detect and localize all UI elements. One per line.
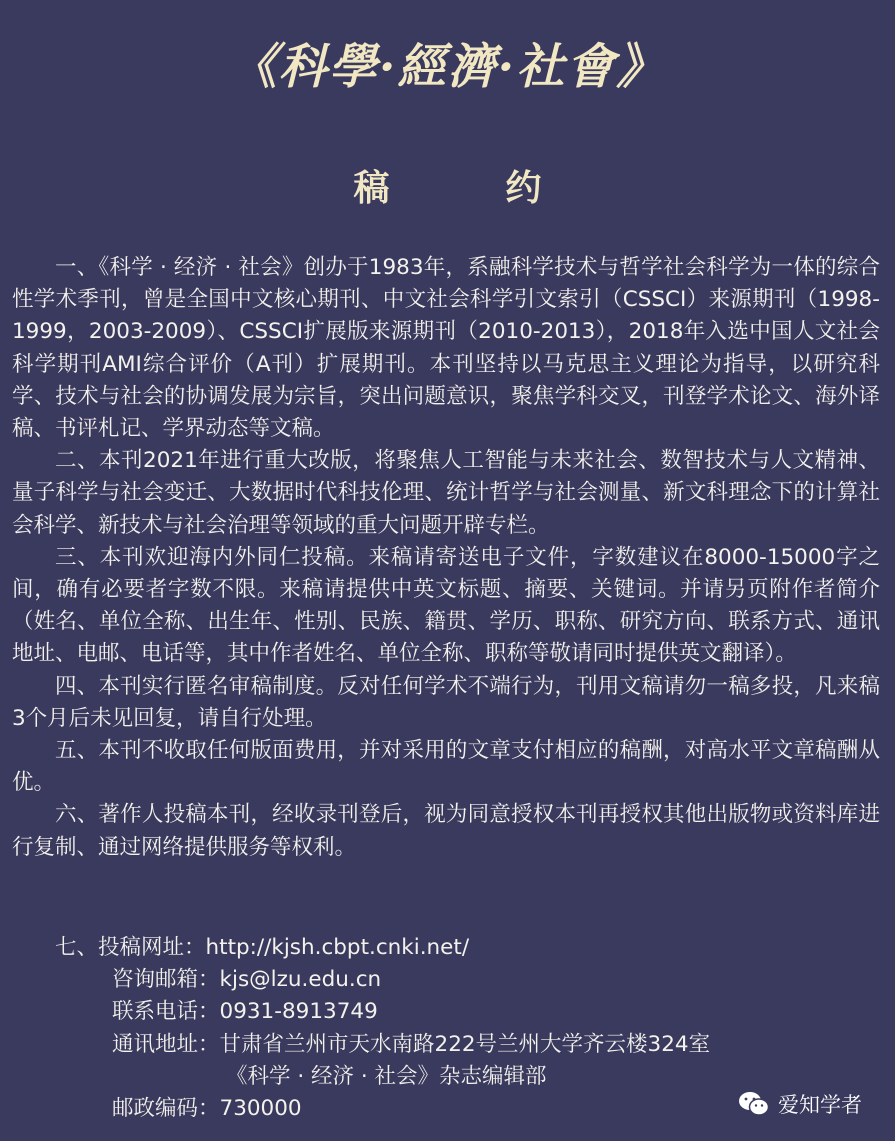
website-row bbox=[12, 932, 880, 964]
paragraph-4: 四、本刊实行匿名审稿制度。反对任何学术不端行为，刊用文稿请勿一稿多投，凡来稿3个月后未见回复，请自行处理。 bbox=[12, 673, 880, 731]
address-row bbox=[12, 1029, 880, 1061]
phone-label: 联系电话： bbox=[112, 999, 220, 1025]
paragraph-1: 一、《科学 · 经济 · 社会》创办于1983年，系融科学技术与哲学社会科学为一体的综合性学术季刊，曾是全国中文核心期刊、中文社会科学引文索引（CSSCI）来源期刊（1998-1999，2003-2009）、CSSCI扩展版来源期刊（2010-2013），2018年入选中国人文社会科学期刊AMI综合评价（A刊）扩展期刊。本刊坚持以马克思主义理论为指导，以研究科学、技术与社会的协调发展为宗旨，突出问题意识，聚焦学科交叉，刊登学术论文、海外译稿、书评札记、学界动态等文稿。 bbox=[12, 255, 880, 442]
wechat-icon bbox=[738, 1091, 770, 1117]
notice-body bbox=[12, 252, 880, 864]
phone-number: 0931-8913749 bbox=[219, 999, 378, 1025]
address-label: 通讯地址： bbox=[112, 1031, 220, 1057]
email-link[interactable]: kjs@lzu.edu.cn bbox=[219, 967, 382, 993]
website-label: 七、投稿网址： bbox=[55, 935, 206, 960]
postcode-label: 邮政编码： bbox=[112, 1095, 220, 1121]
paragraph-5: 五、本刊不收取任何版面费用，并对采用的文章支付相应的稿酬，对高水平文章稿酬从优。 bbox=[12, 738, 880, 796]
address-text-2: 《科学 · 经济 · 社会》杂志编辑部 bbox=[226, 1063, 547, 1089]
paragraph-3: 三、本刊欢迎海内外同仁投稿。来稿请寄送电子文件，字数建议在8000-15000字之间，确有必要者字数不限。来稿请提供中英文标题、摘要、关键词。并请另页附作者简介（姓名、单位全称、出生年、性别、民族、籍贯、学历、职称、研究方向、联系方式、通讯地址、电邮、电话等，其中作者姓名、单位全称、职称等敬请同时提供英文翻译）。 bbox=[12, 544, 880, 667]
paragraph-6: 六、著作人投稿本刊，经收录刊登后，视为同意授权本刊再授权其他出版物或资料库进行复制、通过网络提供服务等权利。 bbox=[12, 802, 880, 860]
website-link[interactable]: http://kjsh.cbpt.cnki.net/ bbox=[205, 935, 470, 960]
page-title: 稿 约 bbox=[353, 168, 582, 209]
address-text: 甘肃省兰州市天水南路222号兰州大学齐云楼324室 bbox=[219, 1031, 711, 1057]
watermark bbox=[738, 1089, 862, 1119]
phone-row bbox=[12, 996, 880, 1028]
paragraph-2: 二、本刊2021年进行重大改版，将聚焦人工智能与未来社会、数智技术与人文精神、量子科学与社会变迁、大数据时代科技伦理、统计哲学与社会测量、新文科理念下的计算社会科学、新技术与社会治理等领域的重大问题开辟专栏。 bbox=[12, 448, 880, 538]
watermark-text: 爱知学者 bbox=[778, 1093, 862, 1117]
journal-masthead: 《科學·經濟·社會》 bbox=[228, 39, 667, 95]
email-row bbox=[12, 964, 880, 996]
postcode-value: 730000 bbox=[219, 1095, 302, 1121]
email-label: 咨询邮箱： bbox=[112, 967, 220, 993]
